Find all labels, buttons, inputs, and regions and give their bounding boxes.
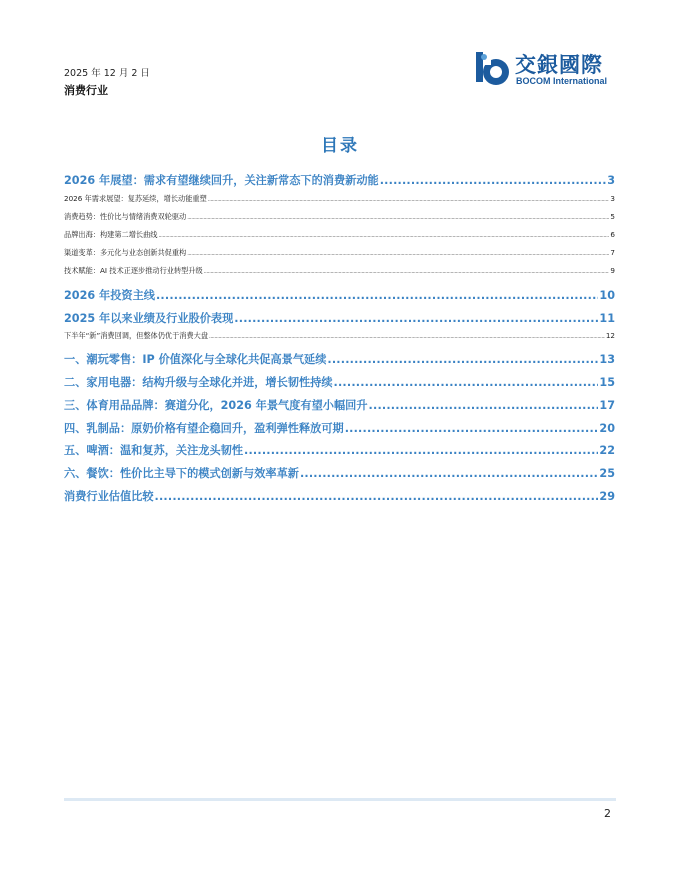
toc-entry-page: 13 [599, 353, 615, 366]
toc-dot-leader [204, 269, 610, 275]
toc-dot-leader [300, 467, 598, 480]
toc-entry-page: 11 [599, 312, 615, 325]
toc-entry-page: 25 [599, 467, 615, 480]
toc-dot-leader [234, 312, 598, 325]
toc-entry-section[interactable] [64, 351, 615, 367]
toc-entry-page: 12 [605, 331, 615, 340]
toc-entry-page: 3 [610, 194, 615, 203]
toc-entry-page: 7 [610, 248, 615, 257]
toc-entry-page: 20 [599, 422, 615, 435]
toc-dot-leader [327, 353, 598, 366]
bocom-logo-icon [474, 48, 514, 88]
toc-entry-page: 5 [610, 212, 615, 221]
toc-dot-leader [244, 444, 598, 457]
toc-entry-subsection[interactable] [64, 230, 615, 240]
bocom-logo [474, 48, 624, 90]
toc-dot-leader [345, 422, 599, 435]
toc-entry-section[interactable] [64, 420, 615, 436]
report-date: 2025 年 12 月 2 日 [64, 68, 150, 79]
toc-entry-subsection[interactable] [64, 331, 615, 341]
toc-dot-leader [155, 490, 599, 503]
toc-entry-subsection[interactable] [64, 248, 615, 258]
toc-entry-title: 三、体育用品品牌：赛道分化，2026 年景气度有望小幅回升 [64, 399, 368, 412]
toc-entry-title: 消费行业估值比较 [64, 490, 154, 503]
toc-dot-leader [156, 289, 598, 302]
toc-entry-section[interactable] [64, 374, 615, 390]
logo-chinese-name: 交銀國際 [515, 53, 603, 77]
toc-entry-subsection[interactable] [64, 266, 615, 276]
toc-entry-page: 6 [610, 230, 615, 239]
toc-entry-section[interactable] [64, 310, 615, 326]
page-number: 2 [604, 807, 611, 820]
toc-entry-page: 29 [599, 490, 615, 503]
toc-entry-title: 四、乳制品：原奶价格有望企稳回升，盈利弹性释放可期 [64, 422, 344, 435]
toc-dot-leader [209, 334, 605, 340]
toc-entry-section[interactable] [64, 287, 615, 303]
toc-dot-leader [187, 251, 609, 257]
toc-dot-leader [369, 399, 599, 412]
toc-entry-page: 3 [607, 174, 615, 187]
toc-entry-page: 17 [599, 399, 615, 412]
toc-entry-section[interactable] [64, 465, 615, 481]
toc-entry-section[interactable] [64, 397, 615, 413]
toc-dot-leader [208, 197, 610, 203]
toc-entry-title: 一、潮玩零售：IP 价值深化与全球化共促高景气延续 [64, 353, 327, 366]
toc-entry-page: 22 [599, 444, 615, 457]
toc-entry-section[interactable] [64, 442, 615, 458]
toc-entry-page: 15 [599, 376, 615, 389]
toc-entry-page: 9 [610, 266, 615, 275]
footer-divider [64, 798, 616, 801]
toc-dot-leader [158, 233, 609, 239]
toc-entry-title: 消费趋势：性价比与情绪消费双轮驱动 [64, 212, 187, 221]
toc-dot-leader [380, 174, 606, 187]
toc-entry-page: 10 [599, 289, 615, 302]
toc-entry-subsection[interactable] [64, 194, 615, 204]
toc-dot-leader [187, 215, 609, 221]
toc-entry-title: 2025 年以来业绩及行业股价表现 [64, 312, 234, 325]
toc-entry-title: 品牌出海：构建第二增长曲线 [64, 230, 158, 239]
toc-entry-section[interactable] [64, 172, 615, 188]
toc-entry-title: 二、家用电器：结构升级与全球化并进，增长韧性持续 [64, 376, 333, 389]
toc-entry-title: 渠道变革：多元化与业态创新共促重构 [64, 248, 187, 257]
toc-entry-title: 2026 年需求展望：复苏延续，增长动能重塑 [64, 194, 207, 203]
logo-english-name: BOCOM International [516, 76, 608, 86]
toc-entry-title: 下半年“新”消费回调，但整体仍优于消费大盘 [64, 331, 209, 340]
toc-entry-section[interactable] [64, 488, 615, 504]
toc-entry-title: 2026 年展望：需求有望继续回升，关注新常态下的消费新动能 [64, 174, 379, 187]
sector-label: 消费行业 [64, 84, 108, 97]
toc-entry-title: 五、啤酒：温和复苏，关注龙头韧性 [64, 444, 244, 457]
toc-entry-title: 技术赋能：AI 技术正逐步推动行业转型升级 [64, 266, 203, 275]
toc-title: 目录 [321, 136, 359, 156]
toc-entry-title: 六、餐饮：性价比主导下的模式创新与效率革新 [64, 467, 299, 480]
toc-entry-subsection[interactable] [64, 212, 615, 222]
toc-dot-leader [334, 376, 599, 389]
toc-entry-title: 2026 年投资主线 [64, 289, 155, 302]
